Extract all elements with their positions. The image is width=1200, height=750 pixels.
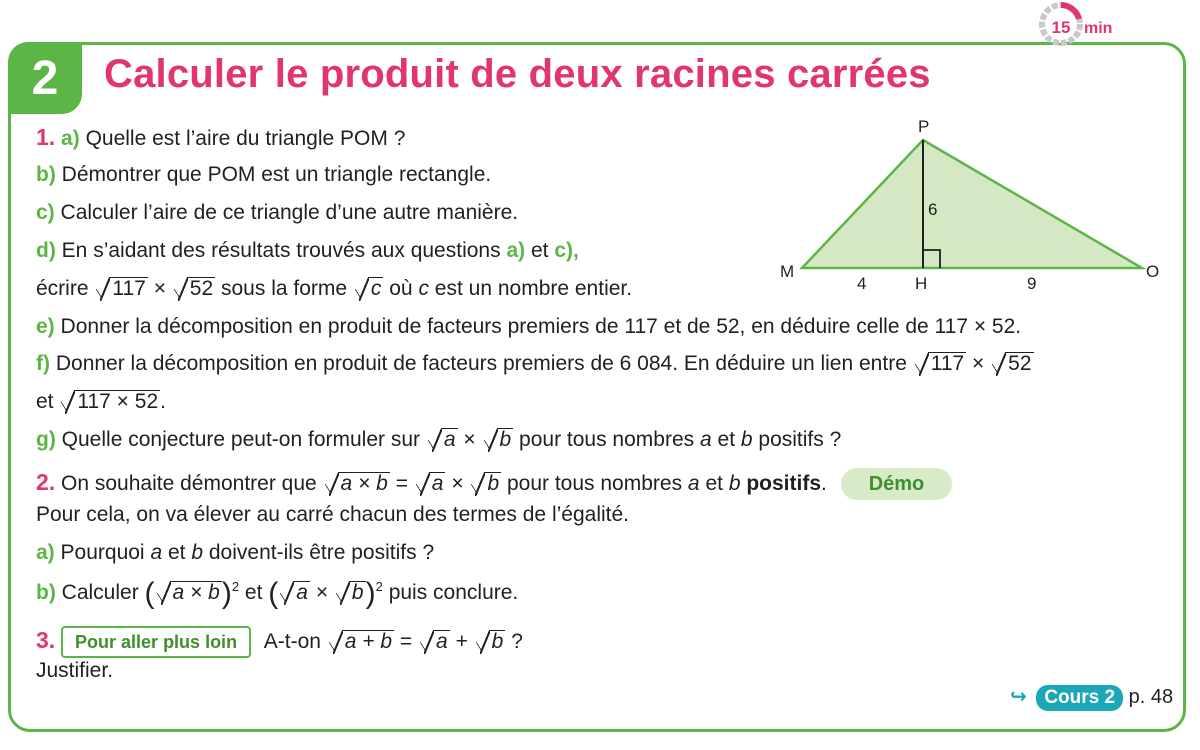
- q1-f-text: Donner la décomposition en produit de facteurs premiers de 6 084. En déduire un lien entre: [55, 352, 907, 375]
- q1-f: [36, 350, 1034, 377]
- q1-g: [36, 426, 841, 453]
- timer-value: 15: [1051, 18, 1071, 37]
- times-sign-b: ×: [315, 581, 329, 604]
- sqrt-b-3: b: [476, 628, 506, 655]
- q2-dot: .: [821, 472, 827, 495]
- arrow-icon: ↪: [1010, 686, 1027, 708]
- sqrt-52: 52: [174, 275, 215, 302]
- exponent-2: 2: [375, 579, 383, 594]
- q2-b-text1: Calculer: [61, 581, 139, 604]
- q1-d2-c: c: [418, 277, 429, 300]
- q1-g-label: g): [36, 428, 56, 451]
- exercise-title: Calculer le produit de deux racines carrées: [104, 52, 931, 96]
- q2-a-et: et: [167, 541, 186, 564]
- q1-d-ref-c: c),: [554, 239, 579, 262]
- q1-d2-post2: est un nombre entier.: [434, 277, 633, 300]
- q1-d2-pre: écrire: [36, 277, 89, 300]
- q1-d-line2: [36, 275, 632, 302]
- label-mh: 4: [857, 274, 867, 293]
- q2-a-a: a: [150, 541, 163, 564]
- equals-sign-3: =: [399, 630, 413, 653]
- q2-b-et: et: [244, 581, 263, 604]
- q3-line1: [36, 626, 523, 658]
- label-p: P: [918, 117, 930, 136]
- q1-g-et: et: [717, 428, 736, 451]
- q2-b-text2: puis conclure.: [388, 581, 519, 604]
- q1-d-text: En s’aidant des résultats trouvés aux questions: [61, 239, 501, 262]
- q1-d-et: et: [530, 239, 549, 262]
- timer-unit: min: [1084, 20, 1113, 37]
- q2-a: a: [687, 472, 700, 495]
- q1-g-text3: positifs ?: [758, 428, 842, 451]
- sqrt-axb-b: a × b: [157, 579, 222, 606]
- sqrt-117: 117: [96, 275, 147, 302]
- q1-e-text: Donner la décomposition en produit de facteurs premiers de 117 et de 52, en déduire celle de 117 × 52.: [60, 315, 1022, 338]
- sqrt-117x52: 117 × 52: [61, 388, 160, 415]
- sqrt-a-b: a: [280, 579, 310, 606]
- sqrt-apb: a + b: [329, 628, 394, 655]
- q1-d2-mid: sous la forme: [221, 277, 348, 300]
- q1-d-ref-a: a): [506, 239, 526, 262]
- q1-f-label: f): [36, 352, 50, 375]
- sqrt-axb: a × b: [325, 470, 390, 497]
- q2-a-text2: doivent-ils être positifs ?: [208, 541, 435, 564]
- sqrt-117-f: 117: [915, 350, 966, 377]
- q2-a-text1: Pourquoi: [60, 541, 145, 564]
- q1-d-label: d): [36, 239, 56, 262]
- sqrt-c: c: [355, 275, 384, 302]
- q1-g-text1: Quelle conjecture peut-on formuler sur: [61, 428, 421, 451]
- label-ph: 6: [928, 200, 938, 219]
- q2-b: b: [728, 472, 741, 495]
- q1-f2-pre: et: [36, 390, 54, 413]
- q2-number: 2.: [36, 469, 56, 495]
- sqrt-a-g: a: [428, 426, 458, 453]
- q2-a: [36, 540, 434, 566]
- q3-number: 3.: [36, 627, 56, 653]
- q1-g-text2: pour tous nombres: [519, 428, 695, 451]
- sqrt-52-f: 52: [992, 350, 1033, 377]
- q3-line2: Justifier.: [36, 659, 114, 682]
- q3-text1: A-t-on: [263, 630, 321, 653]
- cours-reference[interactable]: [1010, 684, 1173, 711]
- sqrt-a-3: a: [420, 628, 450, 655]
- triangle-figure: [790, 110, 1170, 300]
- q1-f-line2: [36, 388, 166, 415]
- times-sign: ×: [153, 277, 166, 300]
- label-m: M: [780, 262, 795, 281]
- plus-sign: +: [455, 630, 468, 653]
- q1-c-label: c): [36, 201, 55, 224]
- q2-line1: [36, 468, 952, 500]
- q1-b-label: b): [36, 163, 56, 186]
- q1-a: [36, 124, 405, 152]
- q3-question-mark: ?: [511, 630, 523, 653]
- sqrt-b-b: b: [336, 579, 366, 606]
- label-h: H: [915, 274, 928, 293]
- label-ho: 9: [1027, 274, 1037, 293]
- q1-a-text: Quelle est l’aire du triangle POM ?: [85, 127, 406, 150]
- sqrt-b-g: b: [484, 426, 514, 453]
- sqrt-b: b: [471, 470, 501, 497]
- q1-c-text: Calculer l’aire de ce triangle d’une autre manière.: [60, 201, 519, 224]
- page-reference: p. 48: [1128, 686, 1174, 708]
- q2-et: et: [705, 472, 723, 495]
- q1-b: [36, 162, 491, 188]
- aller-plus-loin-badge: Pour aller plus loin: [61, 626, 251, 658]
- exercise-number: 2: [8, 42, 82, 114]
- triangle-pom: [802, 140, 1142, 268]
- exponent-1: 2: [231, 579, 240, 594]
- q1-d: [36, 238, 579, 264]
- q2-a-b: b: [191, 541, 204, 564]
- q1-d2-post1: où: [389, 277, 413, 300]
- q1-number: 1.: [36, 124, 56, 150]
- q1-c: [36, 200, 518, 226]
- q2-a-label: a): [36, 541, 55, 564]
- q2-b: b) Calculer ( a × b)$^2$ et ( a × b)$^2$ puis conclure.: [36, 577, 519, 610]
- q1-b-text: Démontrer que POM est un triangle rectangle.: [61, 163, 492, 186]
- q2-text1: On souhaite démontrer que: [61, 472, 317, 495]
- q1-f2-post: .: [160, 390, 166, 413]
- cours-badge[interactable]: Cours 2: [1036, 685, 1123, 711]
- q1-e: [36, 314, 1021, 340]
- equals-sign: =: [395, 472, 408, 495]
- sqrt-a: a: [416, 470, 446, 497]
- q2-b-label: b): [36, 581, 56, 604]
- times-sign-f: ×: [972, 352, 985, 375]
- q1-g-a: a: [699, 428, 712, 451]
- label-o: O: [1146, 262, 1160, 281]
- q2-positifs: positifs: [746, 472, 822, 495]
- times-sign-2: ×: [451, 472, 464, 495]
- times-sign-g: ×: [463, 428, 476, 451]
- q1-a-label: a): [61, 127, 80, 150]
- q1-e-label: e): [36, 315, 55, 338]
- q2-text2: pour tous nombres: [506, 472, 683, 495]
- demo-badge: Démo: [841, 468, 953, 500]
- q2-line2: Pour cela, on va élever au carré chacun des termes de l’égalité.: [36, 503, 629, 526]
- q1-g-b: b: [740, 428, 753, 451]
